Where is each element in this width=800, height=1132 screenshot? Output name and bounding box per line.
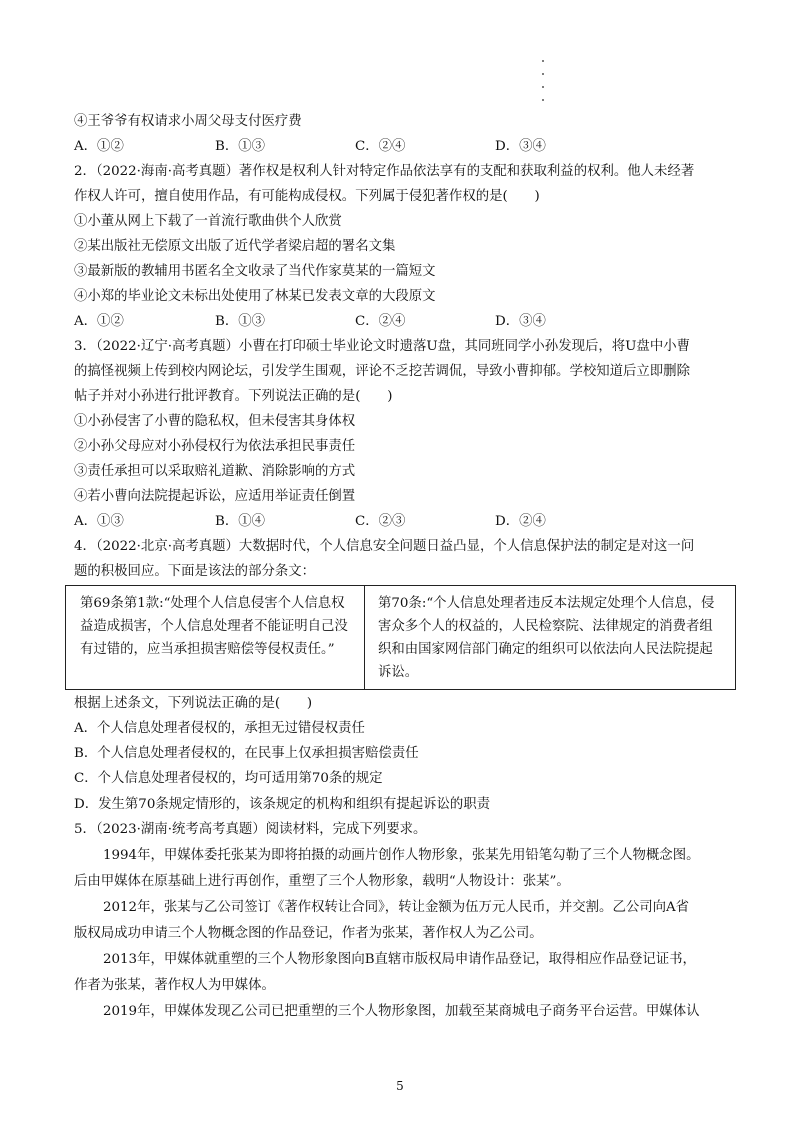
material-para-3-line-2: 作者为张某，著作权人为甲媒体。 <box>74 978 275 993</box>
q3-item-3: ③责任承担可以采取赔礼道歉、消除影响的方式 <box>74 464 356 479</box>
q3-stem-line-1: 3．（2022·辽宁·高考真题）小曹在打印硕士毕业论文时遗落U盘，其同班同学小孙发现后，将U盘中小曹 <box>74 339 690 354</box>
q4-question: 根据上述条文，下列说法正确的是( ) <box>74 696 313 711</box>
article-69-cell: 第69条第1款:“处理个人信息侵害个人信息权益造成损害，个人信息处理者不能证明自己没有过错的，应当承担损害赔偿等侵权责任。” <box>80 596 348 657</box>
material-para-2-line-2: 版权局成功申请三个人物概念图的作品登记，作者为张某，著作权人为乙公司。 <box>74 926 543 941</box>
q4-option-c: C．个人信息处理者侵权的，均可适用第70条的规定 <box>74 771 383 786</box>
material-para-4-line-1: 2019年，甲媒体发现乙公司已把重塑的三个人物形象图，加载至某商城电子商务平台运营。甲媒体认 <box>103 1004 700 1019</box>
q3-option-b: B．①④ <box>215 514 266 529</box>
q2-item-2: ②某出版社无偿原文出版了近代学者梁启超的署名文集 <box>74 239 396 254</box>
margin-dots <box>542 60 546 112</box>
material-para-1-line-2: 后由甲媒体在原基础上进行再创作，重塑了三个人物形象，载明“人物设计：张某”。 <box>74 874 570 889</box>
q3-stem-line-2: 的搞怪视频上传到校内网论坛，引发学生围观，评论不乏挖苦调侃，导致小曹抑郁。学校知道后立即删除 <box>74 364 690 379</box>
q2-item-1: ①小董从网上下载了一首流行歌曲供个人欣赏 <box>74 214 342 229</box>
q3-option-d: D．②④ <box>495 514 546 529</box>
law-articles-table <box>65 585 736 690</box>
q4-option-a: A．个人信息处理者侵权的，承担无过错侵权责任 <box>74 721 365 736</box>
article-70-cell: 第70条:“个人信息处理者违反本法规定处理个人信息，侵害众多个人的权益的，人民检察院、法律规定的消费者组织和由国家网信部门确定的组织可以依法向人民法院提起诉讼。 <box>378 596 715 680</box>
q2-option-d: D．③④ <box>495 314 546 329</box>
q2-options <box>74 312 734 332</box>
q1-option-a: A．①② <box>74 139 124 154</box>
q2-item-3: ③最新版的教辅用书匿名全文收录了当代作家莫某的一篇短文 <box>74 264 436 279</box>
q1-option-d: D．③④ <box>495 139 546 154</box>
q4-stem-line-2: 题的积极回应。下面是该法的部分条文： <box>74 564 316 579</box>
q3-stem-line-3: 帖子并对小孙进行批评教育。下列说法正确的是( ) <box>74 389 393 404</box>
q3-item-2: ②小孙父母应对小孙侵权行为依法承担民事责任 <box>74 439 356 454</box>
q2-item-4: ④小郑的毕业论文未标出处使用了林某已发表文章的大段原文 <box>74 289 436 304</box>
q4-option-d: D．发生第70条规定情形的，该条规定的机构和组织有提起诉讼的职责 <box>74 797 491 812</box>
material-para-1-line-1: 1994年，甲媒体委托张某为即将拍摄的动画片创作人物形象，张某先用铅笔勾勒了三个人物概念图。 <box>103 848 700 863</box>
q2-option-b: B．①③ <box>215 314 266 329</box>
q3-item-1: ①小孙侵害了小曹的隐私权，但未侵害其身体权 <box>74 414 356 429</box>
q1-option-b: B．①③ <box>215 139 266 154</box>
q3-option-a: A．①③ <box>74 514 124 529</box>
material-para-2-line-1: 2012年，张某与乙公司签订《著作权转让合同》，转让金额为伍万元人民币，并交割。乙公司向A省 <box>103 900 690 915</box>
q1-options <box>74 137 734 157</box>
q2-stem-line-1: 2．（2022·海南·高考真题）著作权是权利人针对特定作品依法享有的支配和获取利益的权利。他人未经著 <box>74 164 695 179</box>
q3-options <box>74 512 734 532</box>
q2-option-a: A．①② <box>74 314 124 329</box>
q4-stem-line-1: 4．（2022·北京·高考真题）大数据时代，个人信息安全问题日益凸显，个人信息保护法的制定是对这一问 <box>74 539 695 554</box>
q4-option-b: B．个人信息处理者侵权的，在民事上仅承担损害赔偿责任 <box>74 746 419 761</box>
q3-item-4: ④若小曹向法院提起诉讼，应适用举证责任倒置 <box>74 489 356 504</box>
q2-option-c: C．②④ <box>355 314 406 329</box>
material-para-3-line-1: 2013年，甲媒体就重塑的三个人物形象图向B直辖市版权局申请作品登记，取得相应作品登记证书， <box>103 952 696 967</box>
q1-item-4: ④王爷爷有权请求小周父母支付医疗费 <box>74 114 302 129</box>
q5-stem: 5．（2023·湖南·统考高考真题）阅读材料，完成下列要求。 <box>74 822 427 837</box>
q2-stem-line-2: 作权人许可，擅自使用作品，有可能构成侵权。下列属于侵犯著作权的是( ) <box>74 189 540 204</box>
q1-option-c: C．②④ <box>355 139 406 154</box>
table-divider <box>364 586 365 689</box>
page-number: 5 <box>396 1079 404 1093</box>
q3-option-c: C．②③ <box>355 514 406 529</box>
